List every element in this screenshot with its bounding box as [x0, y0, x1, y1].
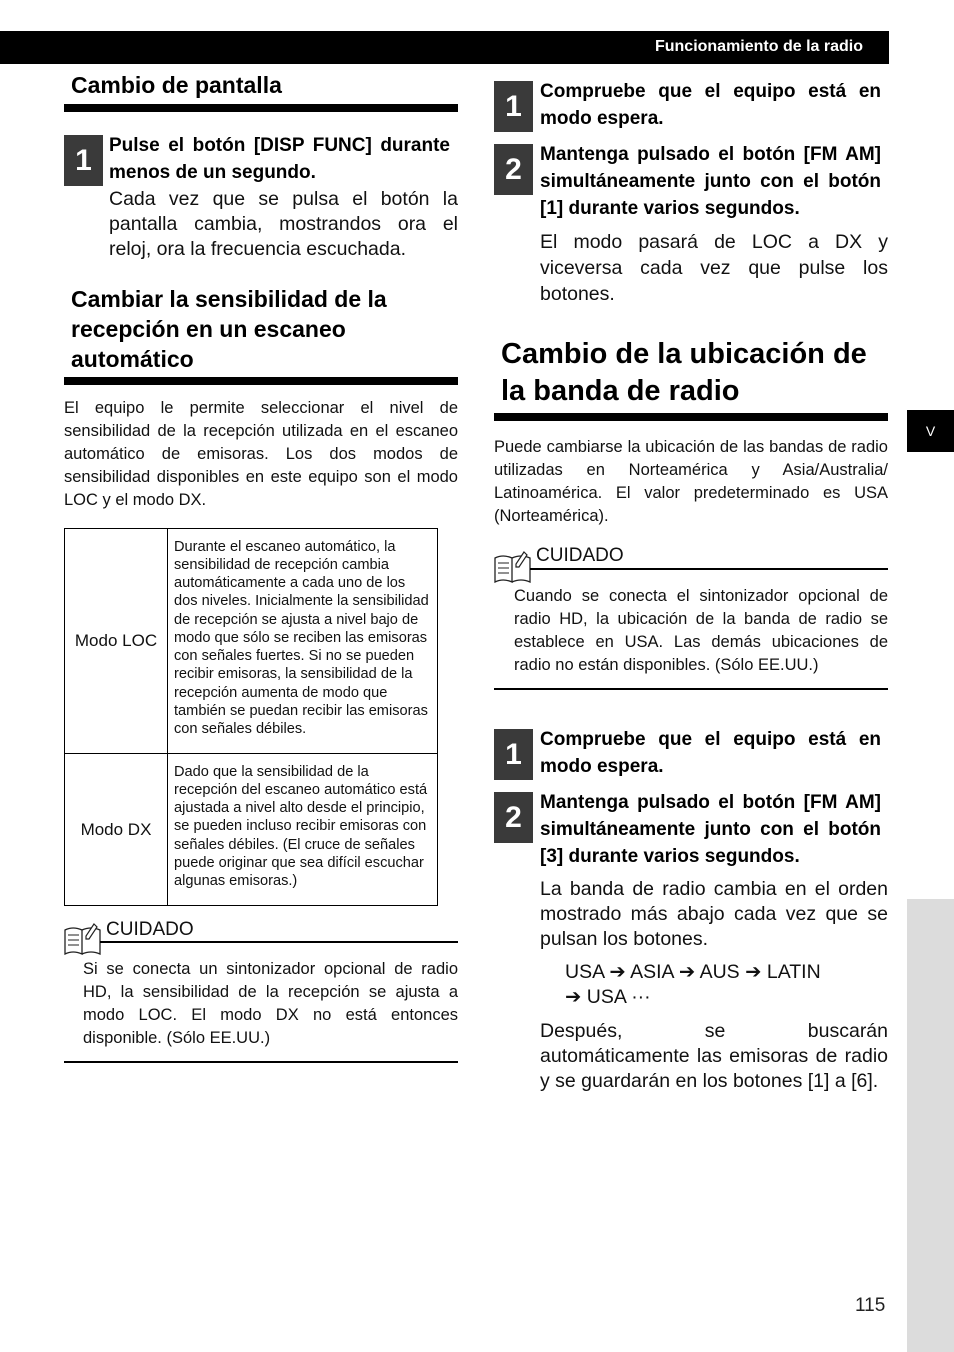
- step-number: 2: [494, 792, 533, 843]
- step-instruction: Compruebe que el equipo está en modo espera.: [540, 729, 881, 777]
- step-number: 1: [494, 81, 533, 132]
- mode-name: Modo LOC: [65, 529, 168, 754]
- section-title-ubicacion: Cambio de la ubicación de la banda de radio: [501, 338, 867, 407]
- step-number: 1: [64, 135, 103, 186]
- caution-rule: [530, 568, 888, 570]
- section-intro: Puede cambiarse la ubicación de las bandas de radio utilizadas en Norteamérica y Asia/Australia/ Latinoamérica. El valor predeterminado es USA (Norteamérica).: [494, 438, 888, 525]
- step-description: El modo pasará de LOC a DX y viceversa cada vez que pulse los botones.: [540, 231, 888, 305]
- caution-text: Si se conecta un sintonizador opcional de radio HD, la sensibilidad de la recepción se ajusta a modo LOC. El modo DX no está entonces disponible. (Sólo EE.UU.): [83, 960, 458, 1047]
- caution-text: Cuando se conecta el sintonizador opcional de radio HD, la ubicación de la banda de radio se establece en USA. Las demás ubicaciones de radio no están disponibles. (Sólo EE.UU.): [514, 587, 888, 674]
- caution-bottom-rule: [494, 688, 888, 690]
- header-title: Funcionamiento de la radio: [654, 38, 863, 55]
- section-title-sensibilidad: Cambiar la sensibilidad de la recepción en un escaneo automático: [71, 286, 387, 372]
- step-instruction: Pulse el botón [DISP FUNC] durante menos de un segundo.: [109, 135, 450, 183]
- caution-rule: [100, 941, 458, 943]
- page-number: 115: [855, 1295, 886, 1316]
- section-intro: El equipo le permite seleccionar el nivel de sensibilidad de la recepción utilizada en el escaneo automático de emisoras. Los dos modos de sensibilidad disponibles en este equipo son el modo LOC y el modo DX.: [64, 399, 458, 509]
- side-gray-strip: [907, 899, 954, 1352]
- table-row: [65, 529, 438, 754]
- caution-label: CUIDADO: [106, 919, 194, 940]
- caution-bottom-rule: [64, 1061, 458, 1063]
- section-rule: [494, 413, 888, 421]
- step-instruction: Compruebe que el equipo está en modo espera.: [540, 81, 881, 129]
- mode-description: Durante el escaneo automático, la sensibilidad de recepción cambia automáticamente a cada uno de los dos niveles. Inicialmente la sensibilidad de recepción se ajusta a nivel bajo de modo que sólo se reciben las emisoras con señales fuertes. Si no se pueden recibir emisoras, la sensibilidad de la recepción aumenta de modo que también se puedan recibir las emisoras con señales débiles.: [168, 529, 438, 754]
- band-sequence-line2: ➔ USA ···: [565, 986, 651, 1008]
- step-number: 1: [494, 729, 533, 780]
- section-title-cambio-pantalla: Cambio de pantalla: [71, 72, 282, 98]
- sensitivity-table: [64, 528, 438, 906]
- final-description: Después, se buscarán automáticamente las emisoras de radio y se guardarán en los botones [1] a [6].: [540, 1020, 888, 1092]
- table-row: [65, 754, 438, 906]
- section-rule: [64, 104, 458, 112]
- step-description: Cada vez que se pulsa el botón la pantalla cambia, mostrandos ora el reloj, ora la frecuencia escuchada.: [109, 188, 458, 260]
- side-tab: V: [907, 410, 954, 452]
- section-rule: [64, 377, 458, 385]
- mode-name: Modo DX: [65, 754, 168, 906]
- step-number: 2: [494, 144, 533, 195]
- mode-description: Dado que la sensibilidad de la recepción del escaneo automático está ajustada a nivel alto desde el principio, se pueden incluso recibir emisoras con señales débiles. (El cruce de señales puede originar que sea difícil escuchar algunas emisoras.): [168, 754, 438, 906]
- band-sequence-line1: USA ➔ ASIA ➔ AUS ➔ LATIN: [565, 961, 821, 983]
- caution-label: CUIDADO: [536, 545, 624, 566]
- book-icon: [493, 550, 533, 584]
- step-description: La banda de radio cambia en el orden mostrado más abajo cada vez que se pulsan los botones.: [540, 878, 888, 950]
- step-instruction: Mantenga pulsado el botón [FM AM] simultáneamente junto con el botón [1] durante varios segundos.: [540, 144, 881, 219]
- step-instruction: Mantenga pulsado el botón [FM AM] simultáneamente junto con el botón [3] durante varios segundos.: [540, 792, 881, 867]
- header-bar: [0, 31, 889, 64]
- book-icon: [63, 922, 103, 956]
